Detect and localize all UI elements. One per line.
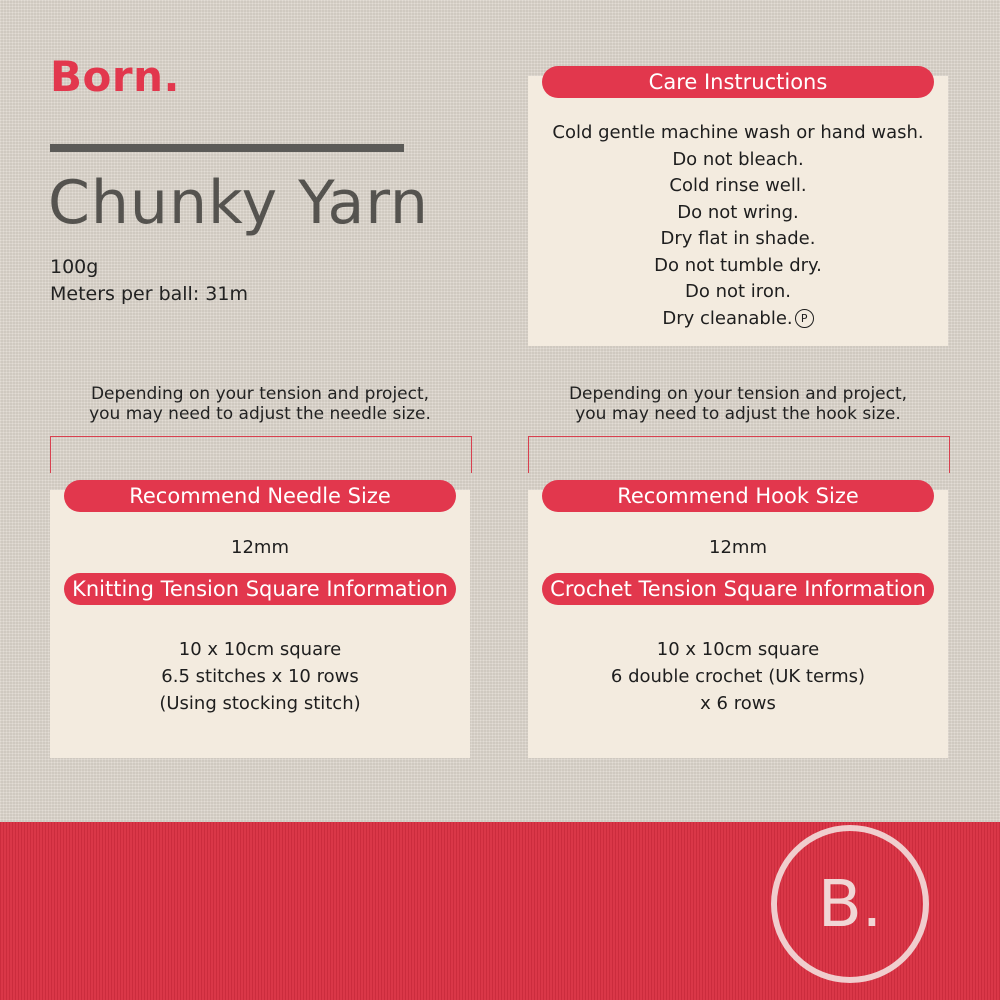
logo-mark-text: B. <box>817 868 883 942</box>
tension-line: x 6 rows <box>700 693 776 714</box>
care-line: Do not wring. <box>677 201 799 223</box>
care-line: Do not iron. <box>685 281 791 302</box>
product-weight: 100g <box>50 256 99 278</box>
crochet-panel <box>528 490 948 758</box>
care-line: Dry flat in shade. <box>660 228 816 249</box>
tension-line: 6 double crochet (UK terms) <box>610 666 866 687</box>
crochet-tension-details <box>528 636 948 717</box>
care-line-dry-clean <box>528 306 948 333</box>
hook-size-heading: Recommend Hook Size <box>542 480 934 512</box>
knitting-tension-details <box>50 636 470 717</box>
care-line: Do not tumble dry. <box>654 254 822 276</box>
needle-size-heading: Recommend Needle Size <box>64 480 456 512</box>
title-divider <box>50 144 404 152</box>
hook-note-line: Depending on your tension and project, <box>568 384 908 404</box>
hook-size-value: 12mm <box>709 537 767 558</box>
product-title: Chunky Yarn <box>48 168 429 238</box>
needle-note-line: you may need to adjust the needle size. <box>89 404 431 424</box>
hook-bracket <box>528 436 950 473</box>
tension-line: 10 x 10cm square <box>178 639 342 660</box>
needle-bracket <box>50 436 472 473</box>
hook-note-line: you may need to adjust the hook size. <box>575 404 901 424</box>
brand-logo: Born. <box>50 52 180 101</box>
needle-note-line: Depending on your tension and project, <box>90 384 430 404</box>
care-instructions-list <box>528 120 948 332</box>
needle-note <box>40 384 480 424</box>
hook-note <box>518 384 958 424</box>
tension-line: (Using stocking stitch) <box>159 693 361 714</box>
crochet-tension-heading: Crochet Tension Square Information <box>542 573 934 605</box>
care-line: Do not bleach. <box>672 148 804 170</box>
care-line: Cold rinse well. <box>669 175 807 196</box>
care-instructions-panel <box>528 76 948 346</box>
tension-line: 10 x 10cm square <box>656 639 820 660</box>
knitting-panel <box>50 490 470 758</box>
care-line: Dry cleanable. <box>662 307 793 329</box>
care-line: Cold gentle machine wash or hand wash. <box>552 122 924 143</box>
care-instructions-heading: Care Instructions <box>542 66 934 98</box>
meters-per-ball: Meters per ball: 31m <box>50 283 248 305</box>
born-b-logo-icon <box>766 820 934 988</box>
knitting-tension-heading: Knitting Tension Square Information <box>64 573 456 605</box>
needle-size-value: 12mm <box>231 537 289 558</box>
tension-line: 6.5 stitches x 10 rows <box>161 666 359 687</box>
dry-clean-p-icon: P <box>795 309 814 328</box>
